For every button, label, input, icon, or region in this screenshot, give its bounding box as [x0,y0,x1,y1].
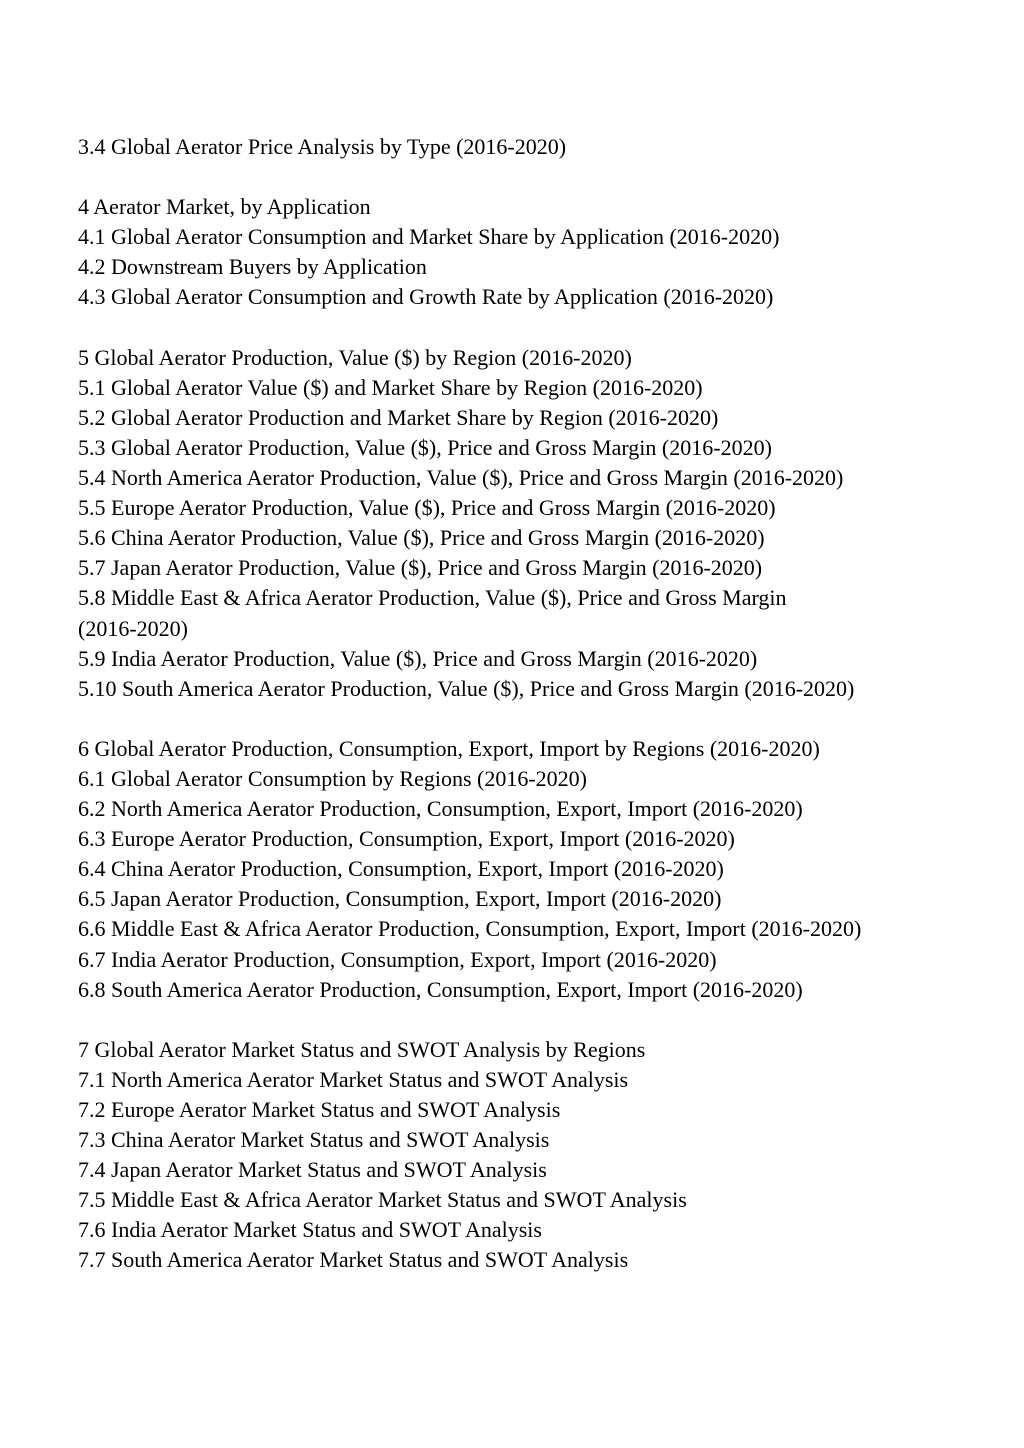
toc-line: 5.6 China Aerator Production, Value ($), Price and Gross Margin (2016-2020) [78,525,765,551]
section-gap [78,704,978,734]
toc-line: 6.4 China Aerator Production, Consumption, Export, Import (2016-2020) [78,856,724,882]
toc-line: 5.7 Japan Aerator Production, Value ($), Price and Gross Margin (2016-2020) [78,555,763,581]
toc-line-continuation: (2016-2020) [78,615,188,641]
toc-line: 6.1 Global Aerator Consumption by Regions (2016-2020) [78,765,588,791]
toc-line: 7.7 South America Aerator Market Status and SWOT Analysis [78,1247,629,1273]
section-gap [78,162,978,192]
toc-line: 6.5 Japan Aerator Production, Consumption, Export, Import (2016-2020) [78,886,722,912]
toc-line: 7.4 Japan Aerator Market Status and SWOT Analysis [78,1157,547,1183]
toc-line: 3.4 Global Aerator Price Analysis by Type (2016-2020) [78,134,567,159]
toc-line: 7.5 Middle East & Africa Aerator Market Status and SWOT Analysis [78,1187,687,1213]
toc-line: 6.7 India Aerator Production, Consumption, Export, Import (2016-2020) [78,946,717,972]
toc-line: 5.2 Global Aerator Production and Market Share by Region (2016-2020) [78,404,719,430]
table-of-contents [78,132,978,1276]
toc-line: 5.8 Middle East & Africa Aerator Production, Value ($), Price and Gross Margin [78,585,787,611]
toc-line: 6.8 South America Aerator Production, Consumption, Export, Import (2016-2020) [78,976,803,1002]
section-gap [78,313,978,343]
toc-line: 5.10 South America Aerator Production, Value ($), Price and Gross Margin (2016-2020) [78,675,855,701]
section-gap [78,1005,978,1035]
toc-line: 7.6 India Aerator Market Status and SWOT Analysis [78,1217,542,1243]
toc-line: 5.5 Europe Aerator Production, Value ($), Price and Gross Margin (2016-2020) [78,495,776,521]
toc-line: 7.3 China Aerator Market Status and SWOT Analysis [78,1127,550,1153]
toc-line: 4.2 Downstream Buyers by Application [78,254,427,280]
toc-line: 7.2 Europe Aerator Market Status and SWOT Analysis [78,1097,561,1122]
toc-section-heading: 7 Global Aerator Market Status and SWOT Analysis by Regions [78,1036,646,1062]
toc-line: 4.3 Global Aerator Consumption and Growth Rate by Application (2016-2020) [78,284,774,310]
toc-line: 6.6 Middle East & Africa Aerator Production, Consumption, Export, Import (2016-2020) [78,916,862,942]
toc-section-heading: 4 Aerator Market, by Application [78,194,371,220]
toc-line: 6.2 North America Aerator Production, Consumption, Export, Import (2016-2020) [78,796,803,822]
toc-line: 5.1 Global Aerator Value ($) and Market Share by Region (2016-2020) [78,374,703,400]
toc-section-heading: 6 Global Aerator Production, Consumption, Export, Import by Regions (2016-2020) [78,735,820,761]
toc-section-heading: 5 Global Aerator Production, Value ($) by Region (2016-2020) [78,344,632,370]
toc-line: 5.3 Global Aerator Production, Value ($), Price and Gross Margin (2016-2020) [78,434,772,460]
toc-line: 7.1 North America Aerator Market Status and SWOT Analysis [78,1066,629,1092]
toc-line: 6.3 Europe Aerator Production, Consumption, Export, Import (2016-2020) [78,826,735,852]
toc-line: 5.4 North America Aerator Production, Value ($), Price and Gross Margin (2016-2020) [78,465,844,491]
toc-line: 5.9 India Aerator Production, Value ($), Price and Gross Margin (2016-2020) [78,645,758,671]
toc-line: 4.1 Global Aerator Consumption and Market Share by Application (2016-2020) [78,224,780,250]
